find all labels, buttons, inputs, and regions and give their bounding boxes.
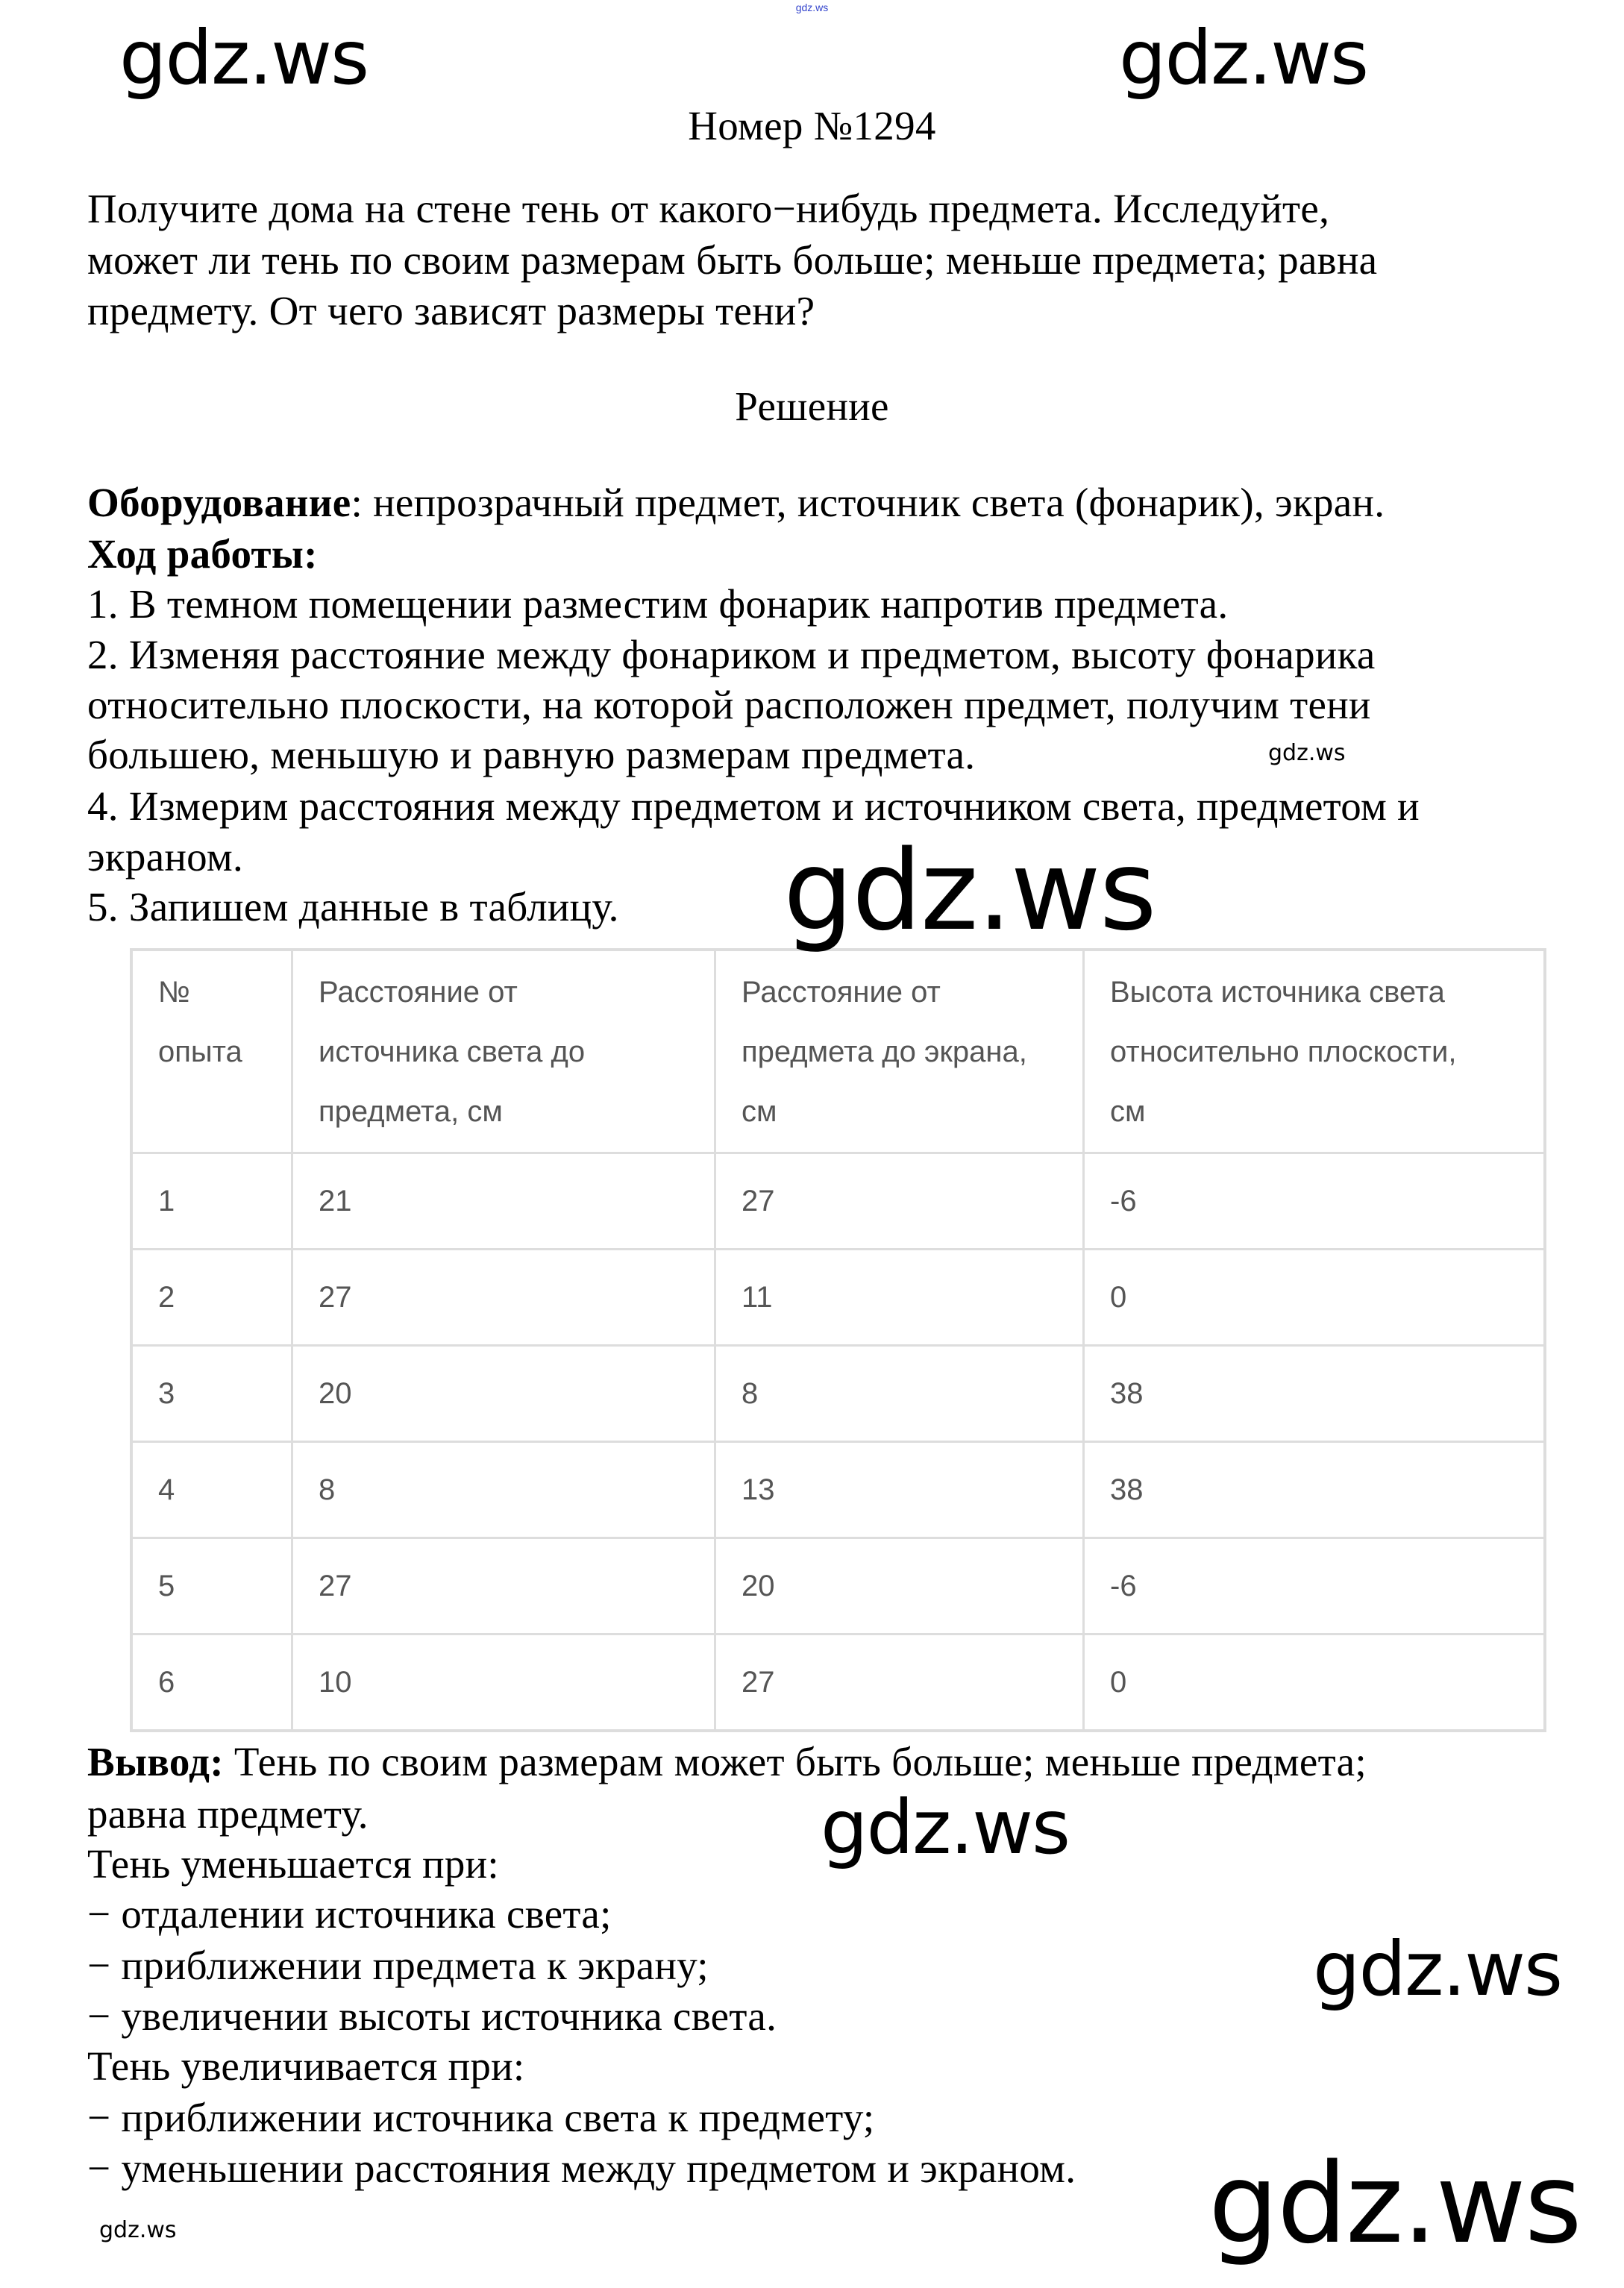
table-row — [131, 1538, 1545, 1634]
header-text: предмета до экрана, — [742, 1035, 1027, 1068]
conclusion-label: Вывод: — [87, 1739, 224, 1784]
table-row — [131, 1346, 1545, 1442]
conclusion-line: − отдалении источника света; — [87, 1891, 612, 1937]
header-text: относительно плоскости, — [1110, 1035, 1457, 1068]
table-cell: 5 — [131, 1538, 292, 1634]
table-row — [131, 1153, 1545, 1250]
table-cell: 21 — [292, 1153, 715, 1250]
task-line: Получите дома на стене тень от какого−нибудь предмета. Исследуйте, — [87, 186, 1330, 231]
equipment-label: Оборудование — [87, 480, 351, 525]
procedure-step: 2. Изменяя расстояние между фонариком и предметом, высоту фонарика — [87, 632, 1376, 677]
header-text: опыта — [158, 1035, 242, 1068]
table-cell: 20 — [292, 1346, 715, 1442]
table-cell: -6 — [1084, 1538, 1546, 1634]
table-cell: 38 — [1084, 1442, 1546, 1538]
header-cell — [1084, 950, 1546, 1153]
table-cell: 38 — [1084, 1346, 1546, 1442]
procedure-label-text: Ход работы: — [87, 531, 318, 577]
header-text: Расстояние от — [742, 975, 941, 1009]
table-row — [131, 1634, 1545, 1731]
conclusion-line: − приближении предмета к экрану; — [87, 1943, 709, 1988]
table-cell: 8 — [292, 1442, 715, 1538]
table-cell: 10 — [292, 1634, 715, 1731]
table-cell: 27 — [715, 1153, 1084, 1250]
watermark: gdz.ws — [1268, 740, 1346, 766]
conclusion-line: − приближении источника света к предмету; — [87, 2095, 875, 2140]
table-cell: 8 — [715, 1346, 1084, 1442]
header-cell — [292, 950, 715, 1153]
conclusion-line — [87, 1737, 1367, 1787]
watermark: gdz.ws — [821, 1784, 1070, 1871]
header-text: см — [1110, 1094, 1146, 1128]
watermark: gdz.ws — [1313, 1925, 1562, 2013]
watermark-top: gdz.ws — [795, 1, 829, 13]
table-cell: 27 — [292, 1538, 715, 1634]
procedure-label — [87, 529, 318, 580]
header-text: № — [158, 975, 190, 1009]
conclusion-line: равна предмету. — [87, 1791, 369, 1837]
equipment-text: : непрозрачный предмет, источник света (фонарик), экран. — [351, 480, 1385, 525]
watermark: gdz.ws — [119, 14, 369, 101]
procedure-step: относительно плоскости, на которой расположен предмет, получим тени — [87, 682, 1371, 727]
table-cell: 27 — [715, 1634, 1084, 1731]
watermark: gdz.ws — [99, 2217, 177, 2243]
watermark: gdz.ws — [1119, 14, 1368, 101]
table-cell: -6 — [1084, 1153, 1546, 1250]
header-cell — [131, 950, 292, 1153]
solution-heading: Решение — [735, 383, 889, 429]
table-cell: 20 — [715, 1538, 1084, 1634]
conclusion-line: − уменьшении расстояния между предметом и экраном. — [87, 2146, 1076, 2191]
page-title: Номер №1294 — [688, 103, 936, 148]
header-cell — [715, 950, 1084, 1153]
task-line: может ли тень по своим размерам быть больше; меньше предмета; равна — [87, 237, 1378, 283]
table-cell: 0 — [1084, 1634, 1546, 1731]
equipment-line — [87, 477, 1385, 528]
watermark: gdz.ws — [1208, 2140, 1581, 2268]
conclusion-line: Тень уменьшается при: — [87, 1841, 499, 1887]
header-text: Высота источника света — [1110, 975, 1445, 1009]
table-row — [131, 1250, 1545, 1346]
table-header-row — [131, 950, 1545, 1153]
table-cell: 6 — [131, 1634, 292, 1731]
procedure-step: 4. Измерим расстояния между предметом и источником света, предметом и — [87, 783, 1420, 829]
header-text: см — [742, 1094, 777, 1128]
table-row — [131, 1442, 1545, 1538]
table-cell: 11 — [715, 1250, 1084, 1346]
procedure-step: 5. Запишем данные в таблицу. — [87, 884, 619, 930]
table-cell: 13 — [715, 1442, 1084, 1538]
conclusion-line: − увеличении высоты источника света. — [87, 1993, 777, 2039]
table-cell: 1 — [131, 1153, 292, 1250]
header-text: предмета, см — [319, 1094, 503, 1128]
watermark: gdz.ws — [783, 827, 1156, 955]
conclusion-line: Тень увеличивается при: — [87, 2043, 525, 2089]
data-table — [130, 948, 1546, 1732]
table-cell: 27 — [292, 1250, 715, 1346]
procedure-step: экраном. — [87, 834, 244, 880]
procedure-step: 1. В темном помещении разместим фонарик напротив предмета. — [87, 581, 1229, 627]
conclusion-text: Тень по своим размерам может быть больше; меньше предмета; — [223, 1739, 1367, 1784]
table-cell: 0 — [1084, 1250, 1546, 1346]
header-text: Расстояние от — [319, 975, 518, 1009]
procedure-step: большею, меньшую и равную размерам предмета. — [87, 732, 976, 777]
task-line: предмету. От чего зависят размеры тени? — [87, 288, 815, 333]
header-text: источника света до — [319, 1035, 586, 1068]
table-cell: 3 — [131, 1346, 292, 1442]
table-cell: 4 — [131, 1442, 292, 1538]
table-cell: 2 — [131, 1250, 292, 1346]
